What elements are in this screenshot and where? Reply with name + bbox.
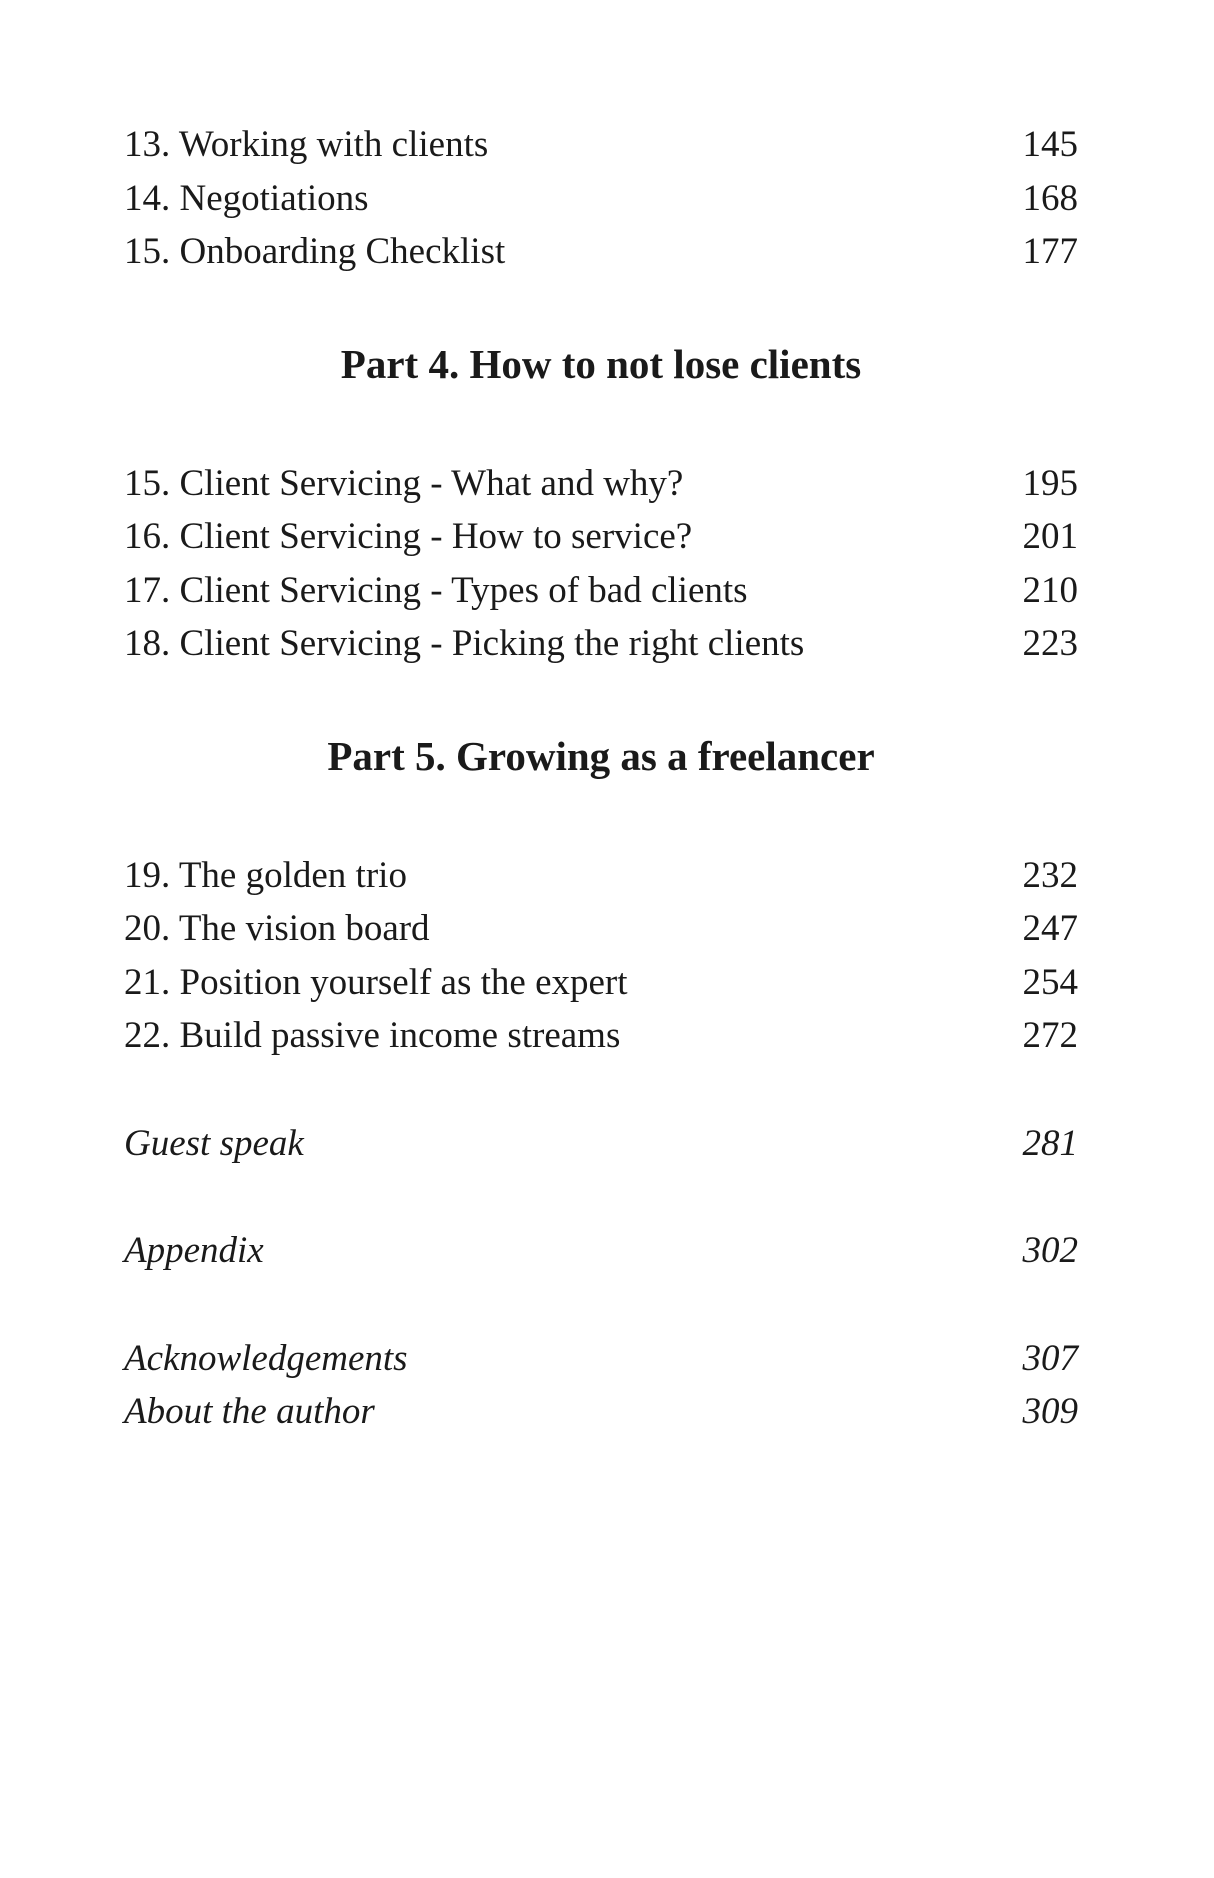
toc-group-part4 [124,457,1078,671]
toc-entry-title: Acknowledgements [124,1337,408,1379]
toc-entry-page: 201 [1022,516,1078,557]
toc-entry-page: 307 [1022,1337,1078,1379]
toc-entry-appendix [124,1224,1078,1278]
toc-entry [124,457,1078,511]
toc-entry-title: Appendix [124,1230,264,1271]
toc-entry-page: 272 [1022,1015,1078,1056]
toc-entry [124,118,1078,172]
toc-entry-title: 22. Build passive income streams [124,1015,621,1056]
toc-entry [124,956,1078,1010]
toc-entry-title: 15. Client Servicing - What and why? [124,462,684,504]
toc-entry-page: 223 [1022,623,1078,664]
toc-entry-title: 16. Client Servicing - How to service? [124,516,693,557]
toc-entry [124,902,1078,956]
toc-entry-page: 145 [1022,124,1078,165]
toc-entry [124,172,1078,226]
toc-entry-page: 309 [1022,1391,1078,1432]
toc-entry-title: 13. Working with clients [124,124,489,165]
toc-entry-title: 18. Client Servicing - Picking the right clients [124,623,805,664]
toc-entry [124,564,1078,618]
toc-group-part3-tail [124,118,1078,279]
toc-entry [124,617,1078,671]
toc-entry-page: 210 [1022,569,1078,611]
toc-entry-guest-speak [124,1117,1078,1171]
toc-entry-title: 14. Negotiations [124,177,369,219]
toc-entry-about-author [124,1385,1078,1439]
toc-entry-page: 168 [1022,177,1078,219]
toc-entry-page: 302 [1022,1230,1078,1271]
toc-entry [124,510,1078,564]
toc-entry-title: About the author [124,1391,375,1432]
toc-entry [124,1009,1078,1063]
toc-entry-acknowledgements [124,1332,1078,1386]
toc-entry-title: 20. The vision board [124,908,430,949]
toc-entry-page: 281 [1022,1122,1078,1164]
toc-group-part5 [124,849,1078,1063]
toc-entry [124,849,1078,903]
toc-entry-title: 19. The golden trio [124,854,407,896]
toc-entry-title: 15. Onboarding Checklist [124,231,506,272]
toc-entry-page: 247 [1022,908,1078,949]
toc-entry-title: 17. Client Servicing - Types of bad clients [124,569,748,611]
toc-entry-title: Guest speak [124,1122,304,1164]
toc-entry-page: 254 [1022,961,1078,1003]
toc-entry-title: 21. Position yourself as the expert [124,961,628,1003]
toc-entry [124,225,1078,279]
part5-heading: Part 5. Growing as a freelancer [327,732,875,779]
toc-entry-page: 177 [1022,231,1078,272]
toc-entry-page: 195 [1022,462,1078,504]
toc-entry-page: 232 [1022,854,1078,896]
part4-heading: Part 4. How to not lose clients [340,340,862,387]
toc-content [124,118,1078,1439]
